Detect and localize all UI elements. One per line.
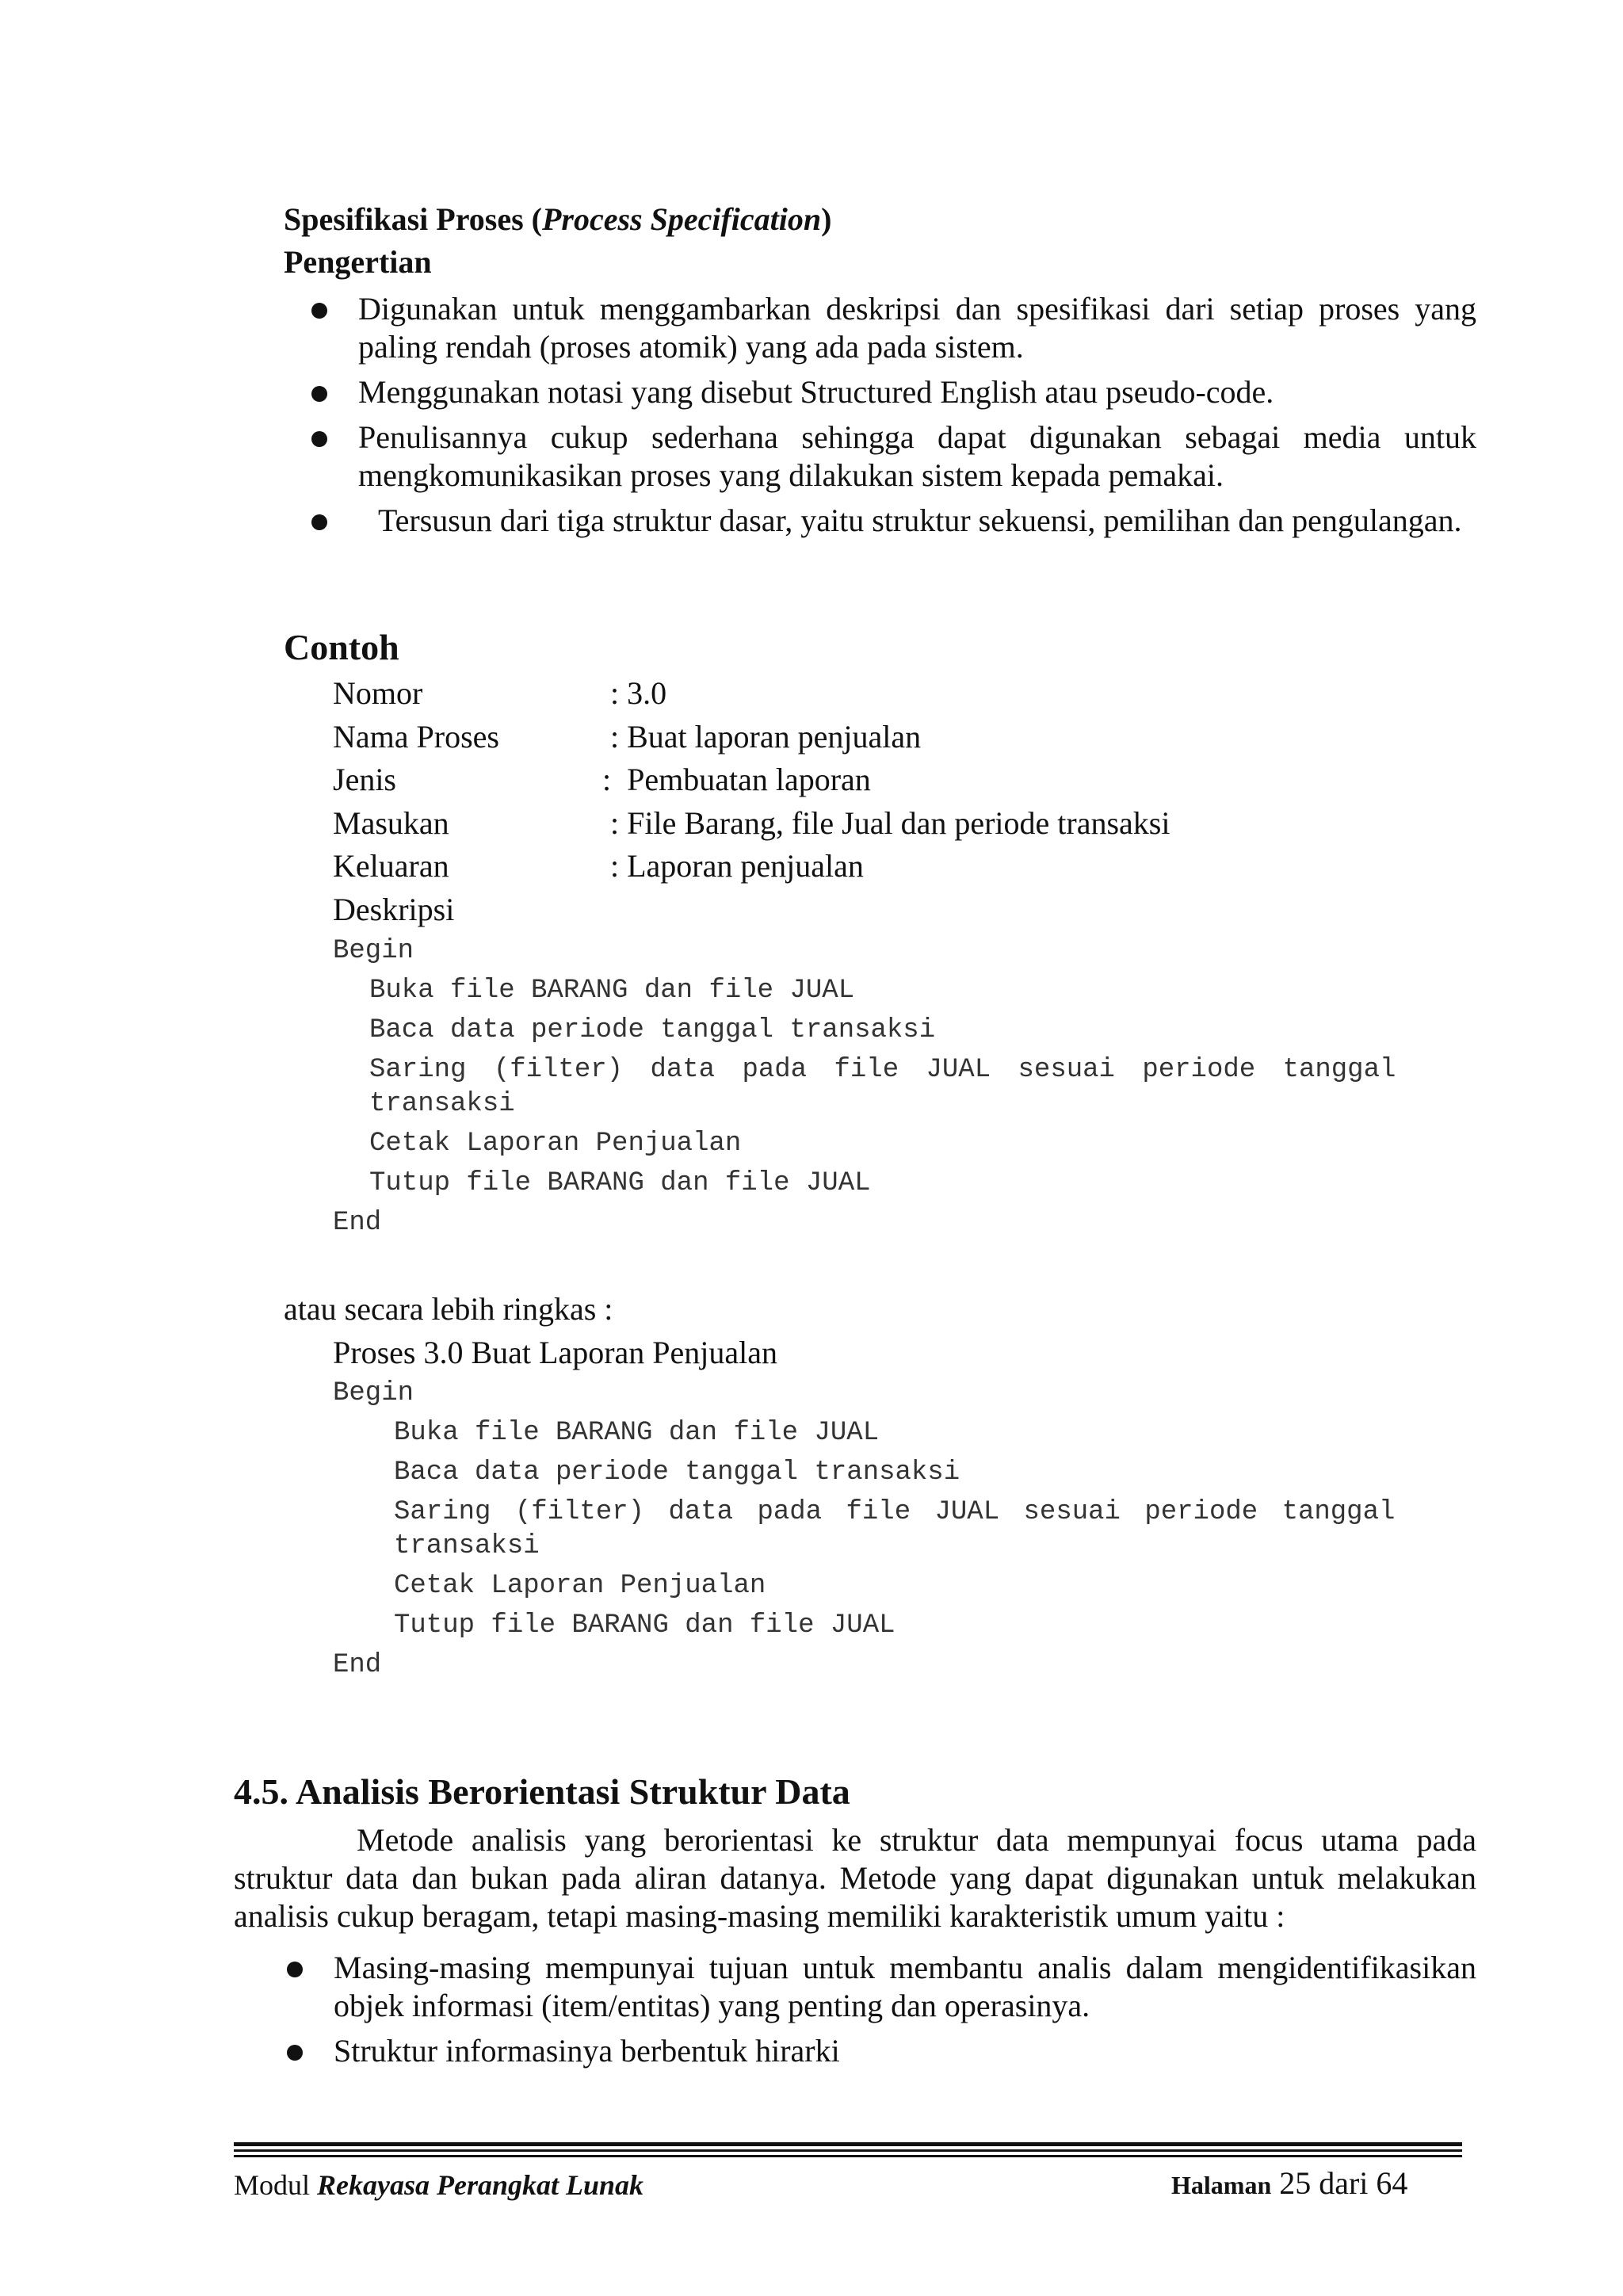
spec-title — [284, 201, 831, 239]
spec-title-close: ) — [821, 201, 832, 237]
spec-bullet-text: Tersusun dari tiga struktur dasar, yaitu struktur sekuensi, pemilihan dan pengulangan. — [378, 502, 1462, 538]
footer-page-info — [1171, 2164, 1407, 2202]
footer-modul-prefix: Modul — [234, 2169, 318, 2201]
bullet-icon — [311, 303, 327, 319]
field-label-jenis: Jenis — [333, 762, 396, 797]
section-bullet-2 — [287, 2032, 1476, 2070]
code1-end: End — [333, 1208, 382, 1238]
code2-line-5: Cetak Laporan Penjualan — [394, 1571, 766, 1601]
code1-line-4: transaksi — [369, 1089, 515, 1119]
code2-line-6: Tutup file BARANG dan file JUAL — [394, 1610, 896, 1641]
code2-begin: Begin — [333, 1378, 414, 1408]
bullet-icon — [311, 386, 327, 402]
contoh-heading: Contoh — [284, 627, 399, 667]
field-label-deskripsi: Deskripsi — [333, 892, 455, 927]
spec-bullet-1 — [311, 290, 1476, 366]
spec-bullet-text: Penulisannya cukup sederhana sehingga dapat digunakan sebagai media untuk mengkomunikasikan proses yang dilakukan sistem kepada pemakai. — [358, 419, 1476, 493]
spec-bullet-2 — [311, 373, 1476, 411]
code1-line-6: Tutup file BARANG dan file JUAL — [369, 1168, 871, 1198]
section-bullet-text: Masing-masing mempunyai tujuan untuk membantu analis dalam mengidentifikasikan objek informasi (item/entitas) yang penting dan operasinya. — [334, 1950, 1476, 2023]
code1-line-5: Cetak Laporan Penjualan — [369, 1129, 742, 1159]
field-label-masukan: Masukan — [333, 805, 449, 841]
code2-line-1: Buka file BARANG dan file JUAL — [394, 1418, 880, 1448]
spec-bullet-text: Digunakan untuk menggambarkan deskripsi dan spesifikasi dari setiap proses yang paling rendah (proses atomik) yang ada pada sistem. — [358, 291, 1476, 365]
code1-line-1: Buka file BARANG dan file JUAL — [369, 976, 855, 1006]
field-value-nomor: : 3.0 — [610, 675, 667, 711]
bullet-icon — [287, 2045, 303, 2061]
field-value-keluaran: : Laporan penjualan — [610, 848, 864, 884]
code2-line-2: Baca data periode tanggal transaksi — [394, 1457, 960, 1488]
footer-halaman-label: Halaman — [1171, 2171, 1272, 2199]
spec-bullet-3 — [311, 418, 1476, 495]
code1-line-3: Saring (filter) data pada file JUAL sesuai periode tanggal — [369, 1055, 1396, 1085]
spec-title-italic: Process Specification — [541, 201, 822, 237]
code1-line-2: Baca data periode tanggal transaksi — [369, 1015, 936, 1045]
field-value-masukan: : File Barang, file Jual dan periode transaksi — [610, 805, 1170, 841]
field-label-keluaran: Keluaran — [333, 848, 449, 884]
spec-bullet-4 — [311, 502, 1476, 540]
code2-end: End — [333, 1650, 382, 1680]
field-value-jenis: : Pembuatan laporan — [602, 762, 871, 797]
section-bullet-1 — [287, 1949, 1476, 2025]
footer-divider — [234, 2142, 1462, 2146]
field-label-nomor: Nomor — [333, 675, 423, 711]
pengertian-label: Pengertian — [284, 244, 432, 280]
footer-divider — [234, 2149, 1462, 2152]
code2-line-4: transaksi — [394, 1531, 540, 1561]
bullet-icon — [287, 1962, 303, 1977]
bullet-icon — [311, 431, 327, 447]
code1-begin: Begin — [333, 936, 414, 966]
code2-line-3: Saring (filter) data pada file JUAL sesuai periode tanggal — [394, 1497, 1396, 1527]
spec-bullet-text: Menggunakan notasi yang disebut Structured English atau pseudo-code. — [358, 374, 1274, 410]
section-paragraph: Metode analisis yang berorientasi ke struktur data mempunyai focus utama pada struktur data dan bukan pada aliran datanya. Metode yang dapat digunakan untuk melakukan analisis cukup beragam, tetapi masing-masing memiliki karakteristik umum yaitu : — [234, 1822, 1476, 1934]
footer-modul — [234, 2168, 643, 2202]
spec-title-main: Spesifikasi Proses ( — [284, 201, 542, 237]
bullet-icon — [311, 514, 327, 530]
proses-title: Proses 3.0 Buat Laporan Penjualan — [333, 1335, 777, 1370]
footer-divider — [234, 2155, 1462, 2157]
section-heading: 4.5. Analisis Berorientasi Struktur Data — [234, 1771, 850, 1812]
field-label-nama-proses: Nama Proses — [333, 719, 499, 755]
footer-modul-title: Rekayasa Perangkat Lunak — [317, 2169, 644, 2201]
section-bullet-text: Struktur informasinya berbentuk hirarki — [334, 2033, 840, 2069]
field-value-nama-proses: : Buat laporan penjualan — [610, 719, 922, 755]
ringkas-label: atau secara lebih ringkas : — [284, 1291, 613, 1327]
footer-page-number: 25 dari 64 — [1271, 2165, 1408, 2201]
